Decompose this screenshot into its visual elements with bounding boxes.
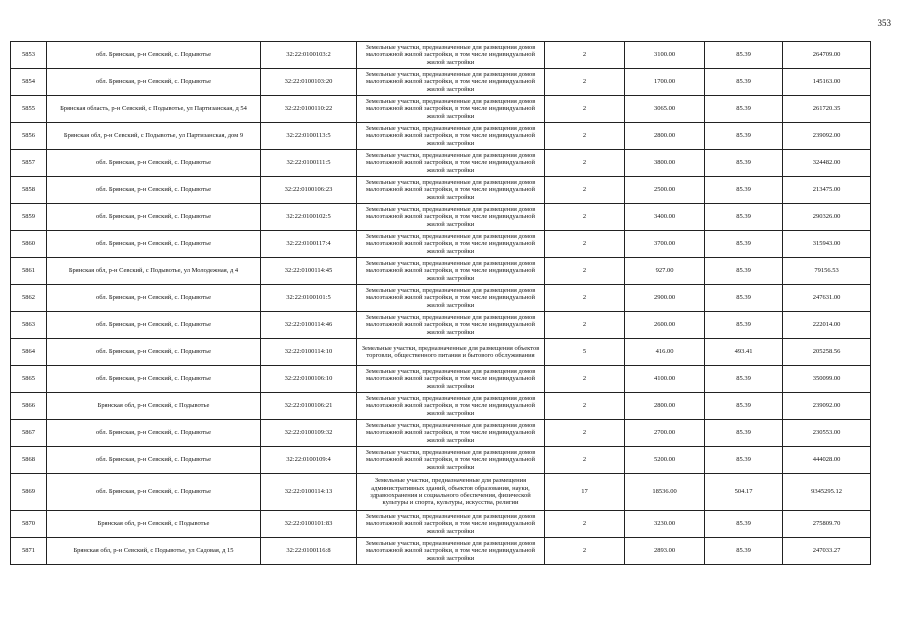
area-cell: 4100.00	[625, 366, 705, 393]
cadastral-number-cell: 32:22:0100114:13	[261, 474, 357, 511]
record-number-cell: 5862	[11, 285, 47, 312]
cadastral-number-cell: 32:22:0100106:23	[261, 177, 357, 204]
land-use-cell: Земельные участки, предназначенные для размещения домов малоэтажной жилой застройки, в том числе индивидуальной жилой застройки	[357, 123, 545, 150]
cadastral-value-cell: 9345295.12	[783, 474, 871, 511]
land-use-cell: Земельные участки, предназначенные для размещения домов малоэтажной жилой застройки, в том числе индивидуальной жилой застройки	[357, 258, 545, 285]
table-row	[11, 150, 871, 177]
group-cell: 2	[545, 123, 625, 150]
land-use-cell: Земельные участки, предназначенные для размещения домов малоэтажной жилой застройки, в том числе индивидуальной жилой застройки	[357, 231, 545, 258]
table-row	[11, 511, 871, 538]
specific-value-cell: 85.39	[705, 204, 783, 231]
cadastral-value-cell: 444028.00	[783, 447, 871, 474]
area-cell: 3230.00	[625, 511, 705, 538]
area-cell: 3100.00	[625, 42, 705, 69]
specific-value-cell: 85.39	[705, 366, 783, 393]
cadastral-number-cell: 32:22:0100117:4	[261, 231, 357, 258]
address-cell: обл. Брянская, р-н Севский, с. Подывотье	[47, 69, 261, 96]
record-number-cell: 5860	[11, 231, 47, 258]
record-number-cell: 5870	[11, 511, 47, 538]
cadastral-value-cell: 264709.00	[783, 42, 871, 69]
land-use-cell: Земельные участки, предназначенные для размещения домов малоэтажной жилой застройки, в том числе индивидуальной жилой застройки	[357, 177, 545, 204]
table-body	[11, 42, 871, 565]
cadastral-number-cell: 32:22:0100114:45	[261, 258, 357, 285]
cadastral-value-cell: 222014.00	[783, 312, 871, 339]
address-cell: обл. Брянская, р-н Севский, с. Подывотье	[47, 177, 261, 204]
record-number-cell: 5859	[11, 204, 47, 231]
record-number-cell: 5869	[11, 474, 47, 511]
record-number-cell: 5864	[11, 339, 47, 366]
page-number: 353	[877, 18, 891, 28]
cadastral-number-cell: 32:22:0100113:5	[261, 123, 357, 150]
table-row	[11, 204, 871, 231]
address-cell: обл. Брянская, р-н Севский, с. Подывотье	[47, 339, 261, 366]
address-cell: обл. Брянская, р-н Севский, с. Подывотье	[47, 204, 261, 231]
table-row	[11, 69, 871, 96]
specific-value-cell: 85.39	[705, 538, 783, 565]
table-row	[11, 231, 871, 258]
cadastral-number-cell: 32:22:0100103:20	[261, 69, 357, 96]
table-row	[11, 474, 871, 511]
area-cell: 2700.00	[625, 420, 705, 447]
group-cell: 2	[545, 231, 625, 258]
address-cell: обл. Брянская, р-н Севский, с. Подывотье	[47, 42, 261, 69]
group-cell: 17	[545, 474, 625, 511]
record-number-cell: 5855	[11, 96, 47, 123]
table-row	[11, 420, 871, 447]
table-row	[11, 42, 871, 69]
cadastral-value-cell: 239092.00	[783, 393, 871, 420]
land-use-cell: Земельные участки, предназначенные для размещения домов малоэтажной жилой застройки, в том числе индивидуальной жилой застройки	[357, 204, 545, 231]
area-cell: 2800.00	[625, 123, 705, 150]
address-cell: Брянская область, р-н Севский, с Подывотье, ул Партизанская, д 54	[47, 96, 261, 123]
record-number-cell: 5871	[11, 538, 47, 565]
land-use-cell: Земельные участки, предназначенные для размещения домов малоэтажной жилой застройки, в том числе индивидуальной жилой застройки	[357, 538, 545, 565]
cadastral-value-cell: 247631.00	[783, 285, 871, 312]
record-number-cell: 5856	[11, 123, 47, 150]
cadastral-value-cell: 261720.35	[783, 96, 871, 123]
land-use-cell: Земельные участки, предназначенные для размещения домов малоэтажной жилой застройки, в том числе индивидуальной жилой застройки	[357, 285, 545, 312]
cadastral-value-cell: 315943.00	[783, 231, 871, 258]
group-cell: 2	[545, 538, 625, 565]
land-use-cell: Земельные участки, предназначенные для размещения домов малоэтажной жилой застройки, в том числе индивидуальной жилой застройки	[357, 312, 545, 339]
group-cell: 2	[545, 447, 625, 474]
group-cell: 2	[545, 258, 625, 285]
land-use-cell: Земельные участки, предназначенные для размещения домов малоэтажной жилой застройки, в том числе индивидуальной жилой застройки	[357, 393, 545, 420]
record-number-cell: 5865	[11, 366, 47, 393]
specific-value-cell: 504.17	[705, 474, 783, 511]
cadastral-value-cell: 79156.53	[783, 258, 871, 285]
address-cell: обл. Брянская, р-н Севский, с. Подывотье	[47, 447, 261, 474]
cadastral-number-cell: 32:22:0100106:21	[261, 393, 357, 420]
specific-value-cell: 85.39	[705, 312, 783, 339]
area-cell: 3800.00	[625, 150, 705, 177]
table-row	[11, 393, 871, 420]
land-use-cell: Земельные участки, предназначенные для размещения домов малоэтажной жилой застройки, в том числе индивидуальной жилой застройки	[357, 69, 545, 96]
cadastral-number-cell: 32:22:0100109:32	[261, 420, 357, 447]
cadastral-value-cell: 247033.27	[783, 538, 871, 565]
specific-value-cell: 85.39	[705, 447, 783, 474]
group-cell: 2	[545, 393, 625, 420]
area-cell: 5200.00	[625, 447, 705, 474]
address-cell: обл. Брянская, р-н Севский, с. Подывотье	[47, 150, 261, 177]
table-row	[11, 366, 871, 393]
specific-value-cell: 85.39	[705, 96, 783, 123]
area-cell: 3700.00	[625, 231, 705, 258]
area-cell: 18536.00	[625, 474, 705, 511]
group-cell: 2	[545, 285, 625, 312]
cadastral-value-table	[10, 41, 871, 565]
area-cell: 3065.00	[625, 96, 705, 123]
record-number-cell: 5857	[11, 150, 47, 177]
land-use-cell: Земельные участки, предназначенные для размещения домов малоэтажной жилой застройки, в том числе индивидуальной жилой застройки	[357, 366, 545, 393]
specific-value-cell: 85.39	[705, 42, 783, 69]
address-cell: Брянская обл, р-н Севский, с Подывотье, ул Молодежная, д 4	[47, 258, 261, 285]
table-row	[11, 258, 871, 285]
area-cell: 2500.00	[625, 177, 705, 204]
table-row	[11, 447, 871, 474]
cadastral-number-cell: 32:22:0100111:5	[261, 150, 357, 177]
address-cell: Брянская обл, р-н Севский, с Подывотье, ул Партизанская, дом 9	[47, 123, 261, 150]
area-cell: 2800.00	[625, 393, 705, 420]
address-cell: обл. Брянская, р-н Севский, с. Подывотье	[47, 474, 261, 511]
address-cell: обл. Брянская, р-н Севский, с. Подывотье	[47, 420, 261, 447]
record-number-cell: 5854	[11, 69, 47, 96]
address-cell: Брянская обл, р-н Севский, с Подывотье, ул Садовая, д 15	[47, 538, 261, 565]
record-number-cell: 5853	[11, 42, 47, 69]
cadastral-value-cell: 213475.00	[783, 177, 871, 204]
land-use-cell: Земельные участки, предназначенные для размещения домов малоэтажной жилой застройки, в том числе индивидуальной жилой застройки	[357, 420, 545, 447]
group-cell: 2	[545, 150, 625, 177]
address-cell: обл. Брянская, р-н Севский, с. Подывотье	[47, 285, 261, 312]
group-cell: 2	[545, 420, 625, 447]
table-row	[11, 285, 871, 312]
table-row	[11, 177, 871, 204]
address-cell: Брянская обл, р-н Севский, с Подывотье	[47, 393, 261, 420]
area-cell: 2893.00	[625, 538, 705, 565]
record-number-cell: 5867	[11, 420, 47, 447]
area-cell: 416.00	[625, 339, 705, 366]
record-number-cell: 5866	[11, 393, 47, 420]
specific-value-cell: 85.39	[705, 177, 783, 204]
cadastral-number-cell: 32:22:0100109:4	[261, 447, 357, 474]
cadastral-value-cell: 290326.00	[783, 204, 871, 231]
cadastral-number-cell: 32:22:0100102:5	[261, 204, 357, 231]
address-cell: обл. Брянская, р-н Севский, с. Подывотье	[47, 366, 261, 393]
cadastral-value-cell: 205258.56	[783, 339, 871, 366]
address-cell: Брянская обл, р-н Севский, с Подывотье	[47, 511, 261, 538]
table-row	[11, 96, 871, 123]
cadastral-number-cell: 32:22:0100106:10	[261, 366, 357, 393]
record-number-cell: 5863	[11, 312, 47, 339]
land-use-cell: Земельные участки, предназначенные для размещения домов малоэтажной жилой застройки, в том числе индивидуальной жилой застройки	[357, 511, 545, 538]
cadastral-value-cell: 324482.00	[783, 150, 871, 177]
specific-value-cell: 85.39	[705, 511, 783, 538]
area-cell: 2900.00	[625, 285, 705, 312]
cadastral-value-cell: 230553.00	[783, 420, 871, 447]
cadastral-value-cell: 239092.00	[783, 123, 871, 150]
area-cell: 927.00	[625, 258, 705, 285]
area-cell: 1700.00	[625, 69, 705, 96]
group-cell: 2	[545, 511, 625, 538]
land-use-cell: Земельные участки, предназначенные для размещения домов малоэтажной жилой застройки, в том числе индивидуальной жилой застройки	[357, 447, 545, 474]
area-cell: 3400.00	[625, 204, 705, 231]
cadastral-number-cell: 32:22:0100101:5	[261, 285, 357, 312]
group-cell: 2	[545, 96, 625, 123]
table-row	[11, 339, 871, 366]
land-use-cell: Земельные участки, предназначенные для размещения домов малоэтажной жилой застройки, в том числе индивидуальной жилой застройки	[357, 42, 545, 69]
table-row	[11, 123, 871, 150]
specific-value-cell: 85.39	[705, 420, 783, 447]
cadastral-number-cell: 32:22:0100116:8	[261, 538, 357, 565]
address-cell: обл. Брянская, р-н Севский, с. Подывотье	[47, 312, 261, 339]
land-use-cell: Земельные участки, предназначенные для размещения административных зданий, объектов образования, науки, здравоохранения и социального обеспечения, физической культуры и спорта, культуры, искусства, религии	[357, 474, 545, 511]
specific-value-cell: 85.39	[705, 69, 783, 96]
cadastral-number-cell: 32:22:0100110:22	[261, 96, 357, 123]
cadastral-number-cell: 32:22:0100103:2	[261, 42, 357, 69]
cadastral-value-cell: 275809.70	[783, 511, 871, 538]
specific-value-cell: 85.39	[705, 285, 783, 312]
cadastral-number-cell: 32:22:0100101:83	[261, 511, 357, 538]
area-cell: 2600.00	[625, 312, 705, 339]
group-cell: 2	[545, 366, 625, 393]
specific-value-cell: 85.39	[705, 231, 783, 258]
specific-value-cell: 85.39	[705, 258, 783, 285]
record-number-cell: 5868	[11, 447, 47, 474]
cadastral-value-cell: 350099.00	[783, 366, 871, 393]
land-use-cell: Земельные участки, предназначенные для размещения объектов торговли, общественного питания и бытового обслуживания	[357, 339, 545, 366]
specific-value-cell: 493.41	[705, 339, 783, 366]
table-row	[11, 538, 871, 565]
group-cell: 2	[545, 177, 625, 204]
record-number-cell: 5858	[11, 177, 47, 204]
specific-value-cell: 85.39	[705, 123, 783, 150]
address-cell: обл. Брянская, р-н Севский, с. Подывотье	[47, 231, 261, 258]
group-cell: 2	[545, 42, 625, 69]
cadastral-number-cell: 32:22:0100114:46	[261, 312, 357, 339]
cadastral-number-cell: 32:22:0100114:10	[261, 339, 357, 366]
group-cell: 2	[545, 204, 625, 231]
specific-value-cell: 85.39	[705, 393, 783, 420]
land-use-cell: Земельные участки, предназначенные для размещения домов малоэтажной жилой застройки, в том числе индивидуальной жилой застройки	[357, 150, 545, 177]
cadastral-value-cell: 145163.00	[783, 69, 871, 96]
specific-value-cell: 85.39	[705, 150, 783, 177]
table-row	[11, 312, 871, 339]
group-cell: 5	[545, 339, 625, 366]
group-cell: 2	[545, 69, 625, 96]
land-use-cell: Земельные участки, предназначенные для размещения домов малоэтажной жилой застройки, в том числе индивидуальной жилой застройки	[357, 96, 545, 123]
group-cell: 2	[545, 312, 625, 339]
record-number-cell: 5861	[11, 258, 47, 285]
